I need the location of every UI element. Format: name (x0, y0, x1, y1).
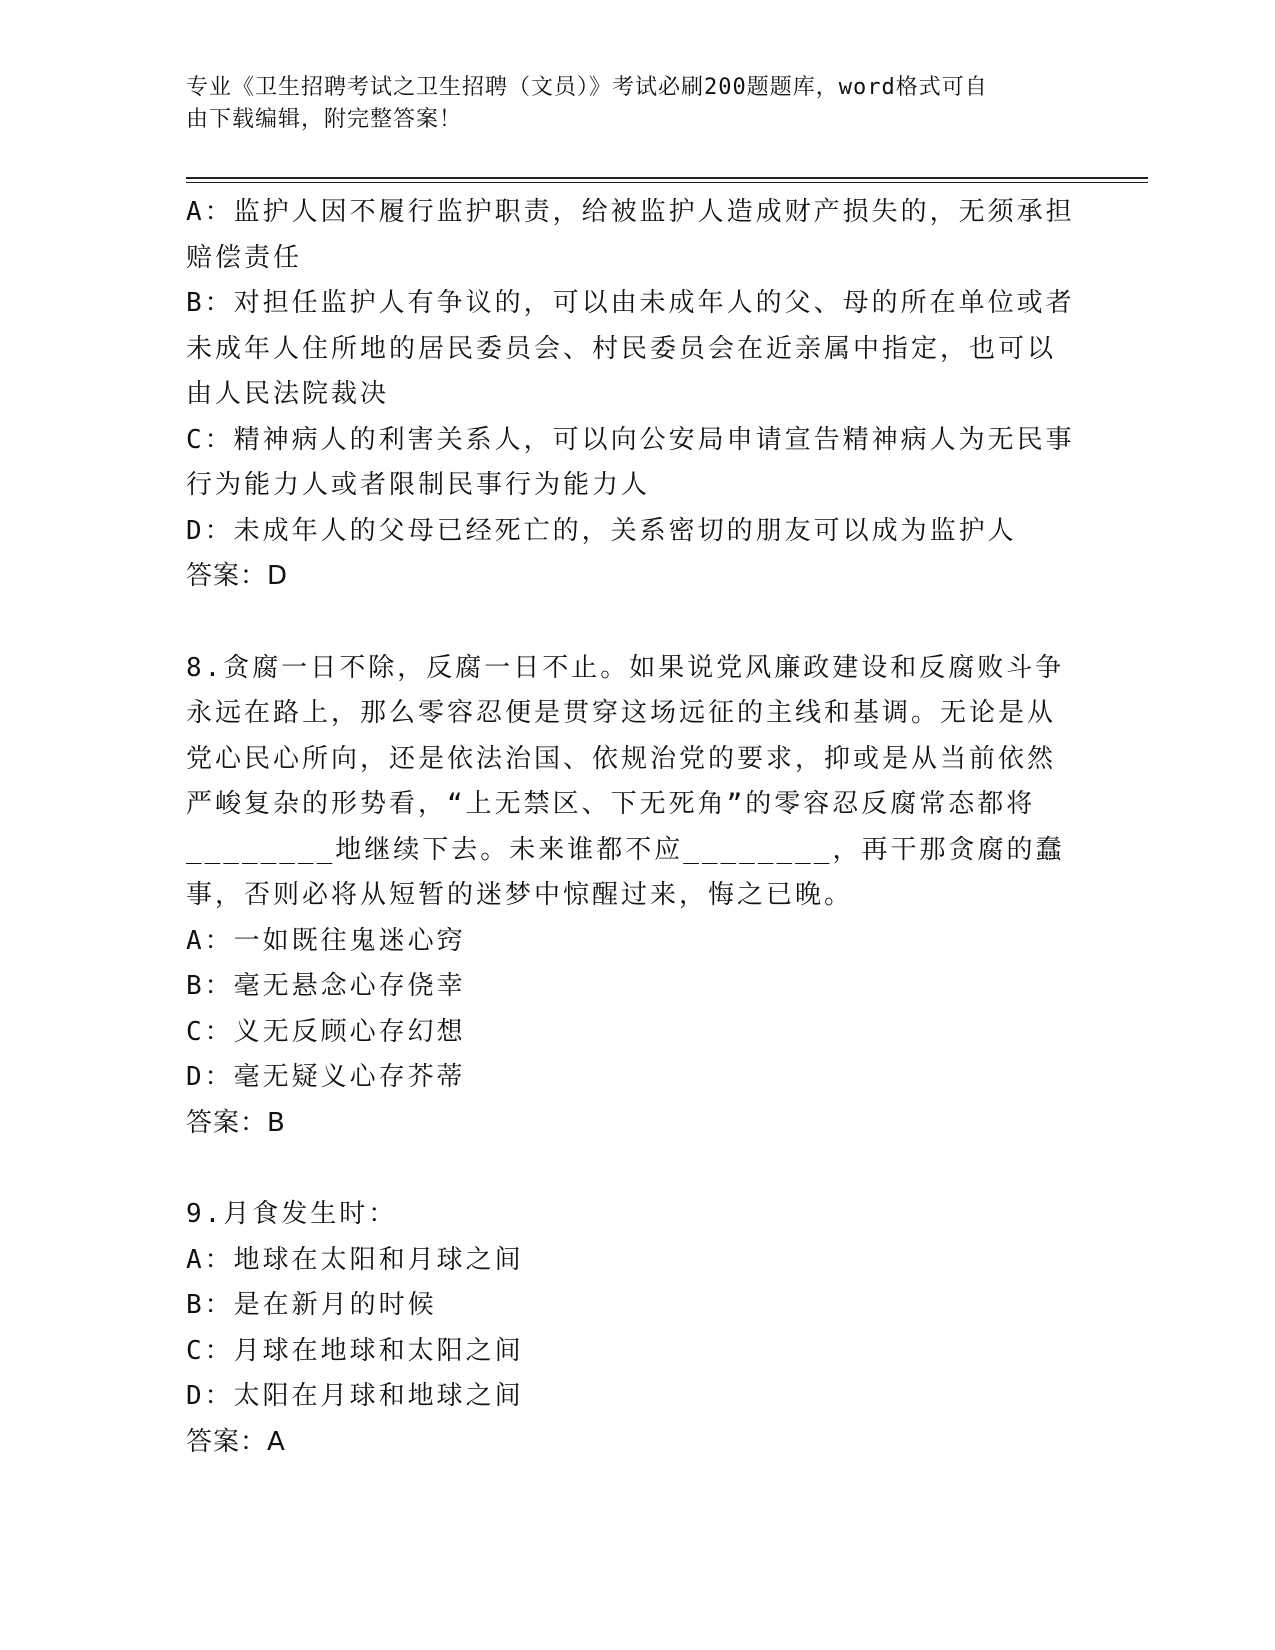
option-b: B：对担任监护人有争议的，可以由未成年人的父、母的所在单位或者未成年人住所地的居民委员会、村民委员会在近亲属中指定，也可以由人民法院裁决 (186, 288, 1075, 409)
option-d: D：未成年人的父母已经死亡的，关系密切的朋友可以成为监护人 (186, 515, 1017, 546)
option-b: B：是在新月的时候 (186, 1290, 437, 1320)
question-stem: 8.贪腐一日不除，反腐一日不止。如果说党风廉政建设和反腐败斗争永远在路上，那么零容忍便是贯穿这场远征的主线和基调。无论是从党心民心所向，还是依法治国、依规治党的要求，抑或是从当前依然严峻复杂的形势看，“上无禁区、下无死角”的零容忍反腐常态都将________地继续下去。未来谁都不应________，再干那贪腐的蠢事，否则必将从短暂的迷梦中惊醒过来，悔之已晚。 (186, 652, 1065, 910)
option-c: C：义无反顾心存幻想 (186, 1016, 466, 1047)
option-a: A：一如既往鬼迷心窍 (186, 925, 466, 956)
header-line-1: 专业《卫生招聘考试之卫生招聘（文员）》考试必刷200题题库，word格式可自 (186, 75, 988, 100)
question-7 (186, 190, 1076, 600)
option-a: A：地球在太阳和月球之间 (186, 1244, 524, 1275)
answer: 答案：A (186, 1426, 286, 1457)
header-rule-thick (186, 177, 1148, 179)
option-d: D：毫无疑义心存芥蒂 (186, 1062, 466, 1092)
option-c: C：精神病人的利害关系人，可以向公安局申请宣告精神病人为无民事行为能力人或者限制民事行为能力人 (186, 424, 1075, 500)
question-8 (186, 646, 1076, 1147)
option-b: B：毫无悬念心存侥幸 (186, 971, 466, 1001)
option-d: D：太阳在月球和地球之间 (186, 1381, 524, 1411)
header-line-2: 由下载编辑，附完整答案！ (186, 107, 463, 132)
question-list (186, 190, 1076, 1465)
option-c: C：月球在地球和太阳之间 (186, 1335, 524, 1366)
question-9 (186, 1192, 1076, 1465)
question-stem: 9.月食发生时： (186, 1199, 398, 1229)
option-a: A：监护人因不履行监护职责，给被监护人造成财产损失的，无须承担赔偿责任 (186, 197, 1075, 273)
answer: 答案：B (186, 1107, 286, 1138)
header-rule-thin (186, 182, 1148, 183)
document-header (186, 72, 1066, 136)
answer: 答案：D (186, 561, 289, 591)
